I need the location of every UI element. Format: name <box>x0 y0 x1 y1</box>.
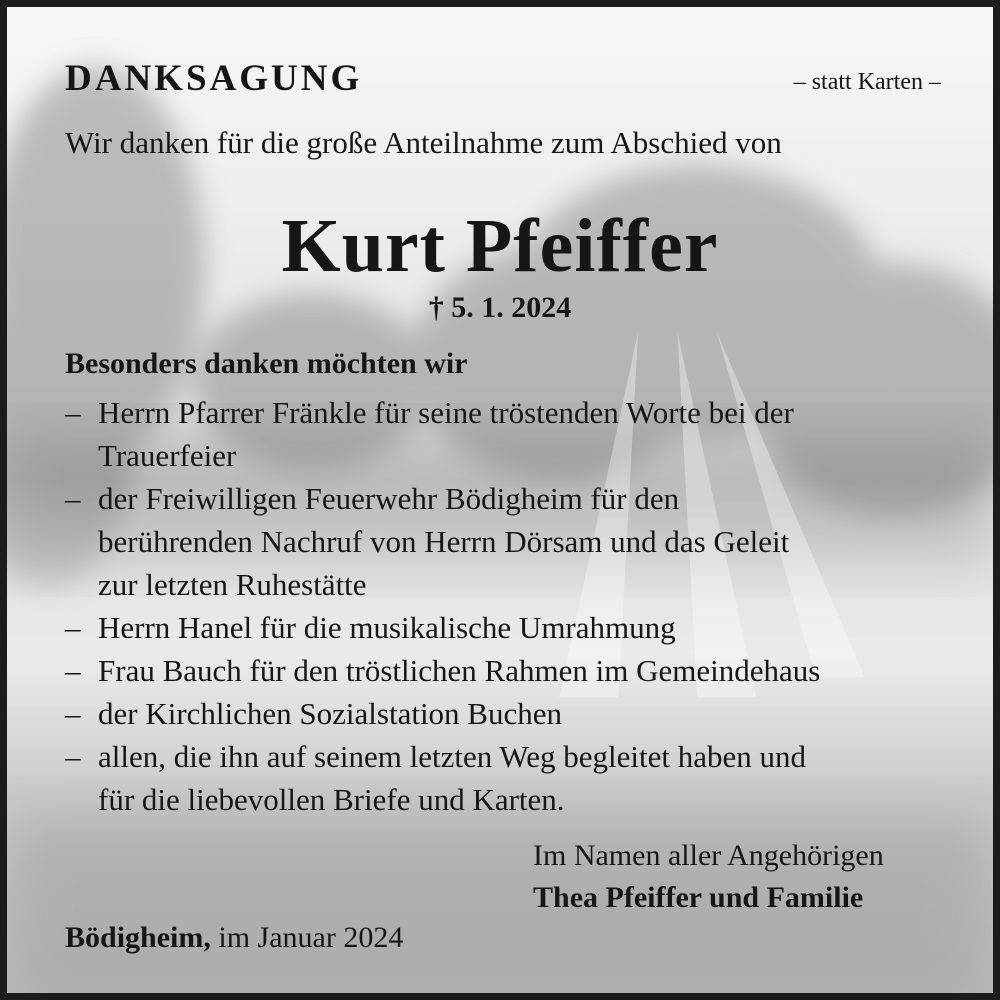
list-item-line: der Kirchlichen Sozialstation Buchen <box>98 696 563 731</box>
list-item <box>65 692 820 735</box>
list-item-line: der Freiwilligen Feuerwehr Bödigheim für den <box>98 481 680 516</box>
deceased-name: Kurt Pfeiffer <box>281 204 719 288</box>
bullet-dash: – <box>65 739 81 774</box>
list-item <box>65 477 820 606</box>
list-item-line: Herrn Pfarrer Fränkle für seine tröstenden Worte bei der <box>98 395 794 430</box>
list-item-line: Frau Bauch für den tröstlichen Rahmen im Gemeindehaus <box>98 653 821 688</box>
bullet-dash: – <box>65 610 81 645</box>
bullet-dash: – <box>65 395 81 430</box>
list-item-line: Trauerfeier <box>98 438 237 473</box>
thanks-heading: Besonders danken möchten wir <box>65 347 468 380</box>
intro-text: Wir danken für die große Anteilnahme zum Abschied von <box>65 125 782 160</box>
date-text: im Januar 2024 <box>210 921 404 954</box>
place-name: Bödigheim, <box>65 921 211 954</box>
bullet-dash: – <box>65 696 81 731</box>
list-item-line: für die liebevollen Briefe und Karten. <box>98 782 565 817</box>
heading-danksagung: DANKSAGUNG <box>65 58 363 99</box>
list-item-line: allen, die ihn auf seinem letzten Weg begleitet haben und <box>98 739 806 774</box>
statt-karten-note: – statt Karten – <box>793 69 941 95</box>
list-item-line: Herrn Hanel für die musikalische Umrahmung <box>98 610 676 645</box>
list-item-line: berührenden Nachruf von Herrn Dörsam und das Geleit <box>98 524 790 559</box>
signature-closing: Im Namen aller Angehörigen <box>533 839 884 872</box>
list-item <box>65 649 820 692</box>
list-item <box>65 735 820 821</box>
death-date: † 5. 1. 2024 <box>428 291 572 324</box>
thanks-list <box>65 391 820 821</box>
list-item-line: zur letzten Ruhestätte <box>98 567 367 602</box>
bullet-dash: – <box>65 481 81 516</box>
place-and-date <box>65 921 403 955</box>
bullet-dash: – <box>65 653 81 688</box>
list-item <box>65 606 820 649</box>
signature-family: Thea Pfeiffer und Familie <box>533 881 864 914</box>
list-item <box>65 391 820 477</box>
